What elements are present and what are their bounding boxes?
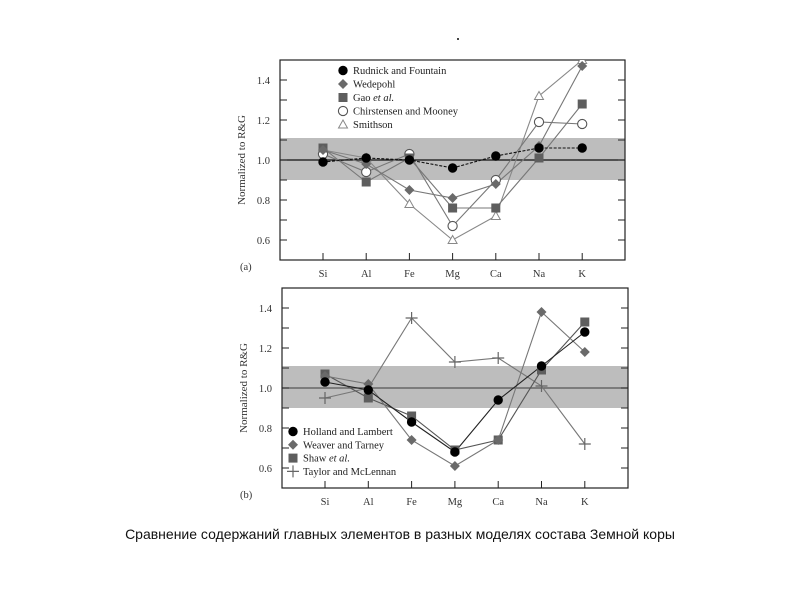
y-tick-label: 1.4 (256, 76, 270, 87)
legend-label: Chirstensen and Mooney (353, 106, 458, 118)
y-tick-label: 1.0 (258, 384, 272, 395)
y-tick-label: 0.6 (256, 236, 270, 247)
chart-panel-a (236, 56, 625, 281)
data-point-marker (450, 461, 460, 471)
legend-label: Rudnick and Fountain (353, 66, 447, 77)
data-point-marker (407, 435, 417, 445)
data-point-marker (580, 318, 589, 327)
data-point-marker (364, 386, 372, 394)
legend-label: Gao et al. (353, 93, 395, 104)
data-point-marker (492, 352, 504, 364)
data-point-marker (448, 221, 457, 230)
data-point-marker (404, 185, 414, 195)
y-tick-label: 1.2 (258, 344, 272, 355)
x-tick-label: Al (360, 269, 372, 280)
data-point-marker (578, 100, 587, 109)
data-point-marker (494, 396, 502, 404)
y-tick-label: 0.8 (258, 424, 272, 435)
y-axis-label: Normalized to R&G (236, 115, 248, 205)
data-point-marker (321, 378, 329, 386)
data-point-marker (405, 156, 413, 164)
legend-label: Taylor and McLennan (303, 466, 397, 478)
data-point-marker (319, 158, 327, 166)
x-tick-label: Mg (447, 497, 463, 508)
data-point-marker (451, 448, 459, 456)
legend-marker-icon (339, 120, 348, 128)
x-tick-label: Si (318, 269, 328, 280)
data-point-marker (535, 144, 543, 152)
legend (338, 66, 459, 131)
legend-label: Wedepohl (353, 79, 396, 91)
data-point-marker (578, 144, 586, 152)
legend-marker-icon (338, 79, 348, 89)
x-tick-label: Al (363, 497, 374, 508)
y-axis-label: Normalized to R&G (238, 343, 250, 433)
data-point-marker (578, 119, 587, 128)
data-point-marker (448, 204, 457, 213)
data-point-marker (448, 193, 458, 203)
legend-marker-icon (287, 465, 299, 477)
data-point-marker (362, 178, 371, 187)
legend-label: Holland and Lambert (303, 427, 393, 438)
legend-marker-icon (339, 66, 347, 74)
x-tick-label: K (581, 497, 589, 508)
legend-label: Weaver and Tarney (303, 440, 385, 452)
legend-label: Shaw et al. (303, 453, 350, 465)
y-tick-label: 1.2 (256, 116, 270, 127)
y-tick-label: 1.4 (258, 304, 272, 315)
panel-label: (b) (240, 490, 253, 501)
data-point-marker (492, 152, 500, 160)
y-tick-label: 0.6 (258, 464, 272, 475)
legend-marker-icon (289, 427, 297, 435)
x-tick-label: Fe (404, 269, 415, 280)
x-tick-label: Na (535, 497, 548, 508)
data-point-marker (535, 154, 544, 163)
data-point-marker (579, 438, 591, 450)
data-point-marker (407, 418, 415, 426)
legend-marker-icon (339, 93, 348, 102)
legend-marker-icon (338, 106, 347, 115)
reference-band (280, 138, 625, 180)
figure-caption: Сравнение содержаний главных элементов в разных моделях состава Земной коры (125, 526, 675, 542)
x-tick-label: Mg (445, 269, 460, 280)
y-tick-label: 1.0 (256, 156, 270, 167)
x-tick-label: Si (320, 497, 330, 508)
legend-marker-icon (289, 454, 298, 463)
x-tick-label: Fe (406, 497, 417, 508)
reference-band (282, 366, 628, 408)
x-tick-label: Ca (489, 269, 502, 280)
panel-label: (a) (240, 262, 252, 273)
chart-panel-b (238, 288, 628, 508)
legend-label: Smithson (353, 120, 393, 131)
data-point-marker (537, 362, 545, 370)
legend (287, 427, 397, 478)
x-tick-label: Na (532, 269, 546, 280)
data-point-marker (491, 212, 500, 220)
data-point-marker (362, 154, 370, 162)
data-point-marker (364, 394, 373, 403)
data-point-marker (581, 328, 589, 336)
x-tick-label: K (578, 269, 586, 280)
data-point-marker (534, 117, 543, 126)
data-point-marker (491, 204, 500, 213)
legend-marker-icon (288, 440, 298, 450)
data-point-marker (448, 164, 456, 172)
y-tick-label: 0.8 (256, 196, 270, 207)
x-tick-label: Ca (492, 497, 505, 508)
